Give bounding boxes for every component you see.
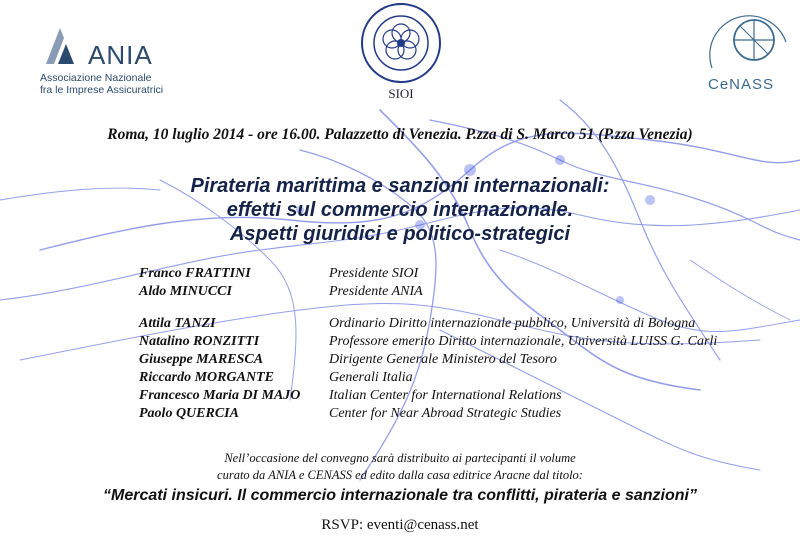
speaker-role: Professore emerito Diritto internazionale, Università LUISS G. Carli: [329, 334, 718, 349]
ania-subtitle: [40, 72, 163, 96]
speaker-role: Ordinario Diritto internazionale pubblico, Università di Bologna: [329, 316, 696, 331]
cenass-logo: [700, 2, 798, 94]
ania-logo: [30, 24, 180, 94]
sioi-logo: [356, 2, 446, 104]
speaker-name: Riccardo MORGANTE: [139, 370, 274, 385]
speaker-role: Generali Italia: [329, 370, 413, 385]
cenass-wordmark: CeNASS: [708, 76, 775, 93]
speaker-name: Natalino RONZITTI: [139, 334, 260, 349]
ania-subtitle-line2: fra le Imprese Assicuratrici: [40, 84, 164, 96]
event-date-location: Roma, 10 luglio 2014 - ore 16.00. Palazzetto di Venezia. P.zza di S. Marco 51 (P.zza Venezia): [107, 126, 693, 143]
conference-title: [0, 174, 800, 246]
speaker-role: Center for Near Abroad Strategic Studies: [329, 406, 562, 421]
cenass-emblem-icon: [704, 2, 794, 74]
speaker-role: Presidente SIOI: [329, 266, 419, 281]
notice-line1: Nell’occasione del convegno sarà distribuito ai partecipanti il volume: [224, 451, 576, 465]
speaker-role: Italian Center for International Relations: [329, 388, 562, 403]
speaker-role: Presidente ANIA: [329, 284, 423, 299]
notice-line2: curato da ANIA e CENASS ed edito dalla casa editrice Aracne dal titolo:: [217, 468, 583, 482]
speaker-role: Dirigente Generale Ministero del Tesoro: [329, 352, 557, 367]
ania-wordmark: ANIA: [88, 40, 153, 70]
speaker-name: Paolo QUERCIA: [139, 406, 239, 421]
book-title: “Mercati insicuri. Il commercio internazionale tra conflitti, pirateria e sanzioni”: [103, 487, 697, 504]
title-line3: Aspetti giuridici e politico-strategici: [229, 223, 571, 245]
ania-subtitle-line1: Associazione Nazionale: [40, 72, 152, 84]
speaker-name: Giuseppe MARESCA: [139, 352, 264, 367]
speaker-name: Attila TANZI: [139, 316, 216, 331]
speaker-name: Franco FRATTINI: [139, 266, 251, 281]
title-line2: effetti sul commercio internazionale.: [226, 199, 574, 221]
sioi-wordmark: SIOI: [388, 86, 414, 101]
speaker-name: Aldo MINUCCI: [139, 284, 232, 299]
speaker-name: Francesco Maria DI MAJO: [139, 388, 301, 403]
sioi-seal-icon: [356, 2, 446, 86]
ania-emblem-icon: [40, 24, 80, 68]
title-line1: Pirateria marittima e sanzioni internazionali:: [190, 175, 610, 197]
rsvp-contact: RSVP: eventi@cenass.net: [321, 517, 479, 533]
book-notice: [0, 450, 800, 484]
